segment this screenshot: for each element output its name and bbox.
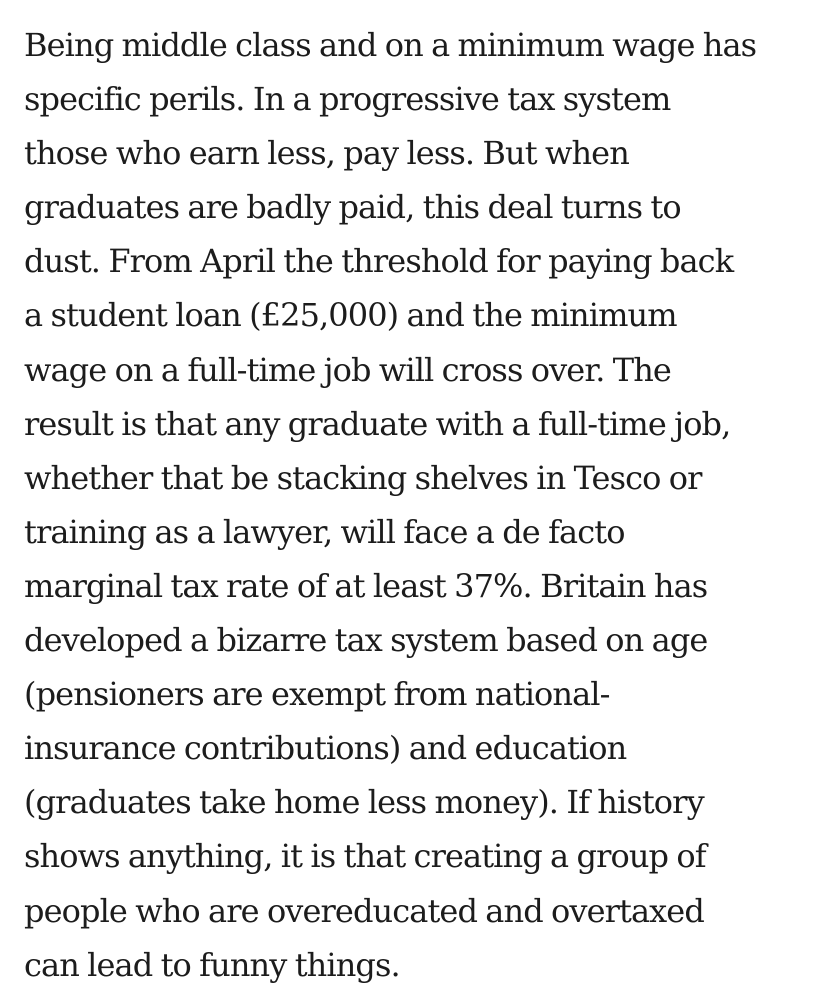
- paragraph-line: whether that be stacking shelves in Tesco or: [24, 458, 702, 497]
- paragraph-line: training as a lawyer, will face a de facto: [24, 512, 625, 551]
- paragraph-line: those who earn less, pay less. But when: [24, 134, 629, 173]
- paragraph-line: people who are overeducated and overtaxed: [24, 891, 704, 930]
- paragraph-line: developed a bizarre tax system based on age: [24, 621, 708, 660]
- paragraph-line: dust. From April the threshold for paying back: [24, 242, 734, 281]
- paragraph-line: shows anything, it is that creating a group of: [24, 837, 706, 876]
- paragraph-line: insurance contributions) and education: [24, 729, 627, 768]
- paragraph-line: result is that any graduate with a full-time job,: [24, 404, 731, 443]
- paragraph-line: specific perils. In a progressive tax system: [24, 80, 671, 119]
- paragraph-line: wage on a full-time job will cross over. The: [24, 350, 671, 389]
- paragraph-line: graduates are badly paid, this deal turns to: [24, 188, 681, 227]
- article-paragraph: [24, 18, 824, 992]
- paragraph-line: can lead to funny things.: [24, 945, 400, 984]
- paragraph-line: (graduates take home less money). If history: [24, 783, 704, 822]
- paragraph-line: (pensioners are exempt from national-: [24, 675, 610, 714]
- paragraph-line: marginal tax rate of at least 37%. Britain has: [24, 566, 708, 605]
- paragraph-line: a student loan (£25,000) and the minimum: [24, 296, 677, 335]
- paragraph-line: Being middle class and on a minimum wage has: [24, 26, 757, 64]
